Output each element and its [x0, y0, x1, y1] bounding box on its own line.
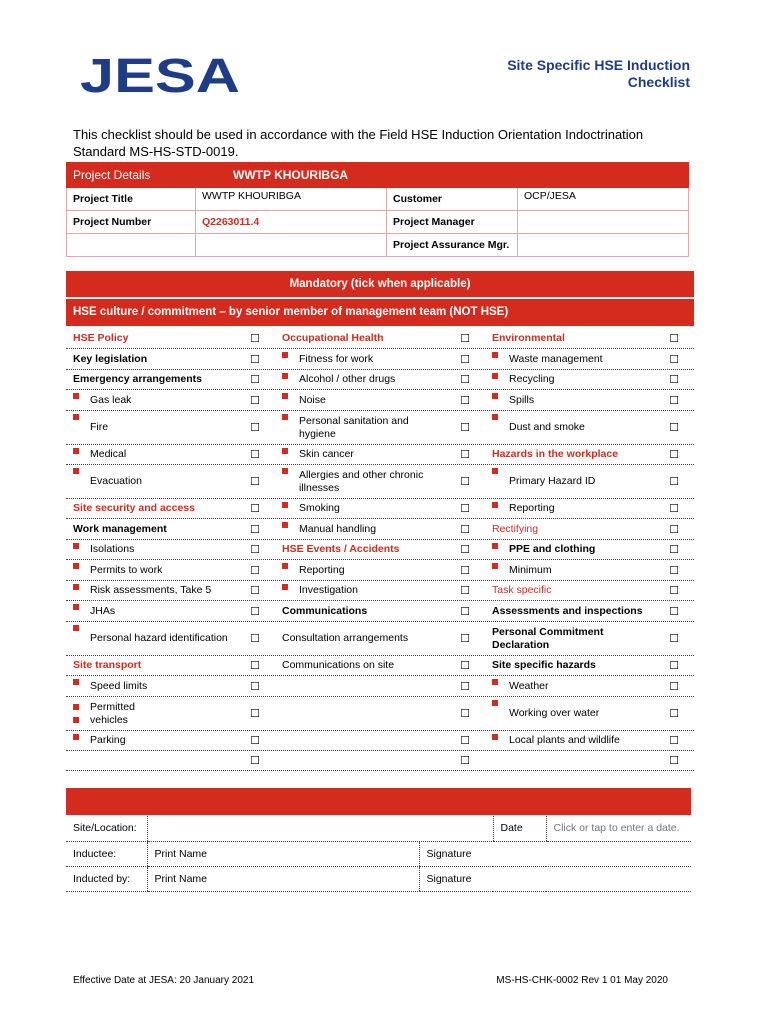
date-picker-field[interactable]: Click or tap to enter a date.	[546, 816, 691, 841]
checklist-item	[485, 519, 654, 539]
checklist-item-label: Local plants and wildlife	[509, 734, 620, 746]
checklist-item	[275, 560, 445, 580]
checklist-item	[485, 751, 654, 770]
checkbox[interactable]: ☐	[250, 449, 260, 461]
intro-text: This checklist should be used in accordance with the Field HSE Induction Orientation Indoctrination Standard MS-HS-STD-0019.	[73, 127, 644, 159]
checklist-item-label: Primary Hazard ID	[509, 475, 596, 487]
checkbox[interactable]: ☐	[669, 660, 679, 672]
checklist-item	[275, 411, 445, 444]
checklist-item	[66, 465, 235, 498]
footer-effective-date: Effective Date at JESA: 20 January 2021	[73, 975, 255, 986]
checkbox[interactable]: ☐	[460, 633, 470, 645]
project-assurance-label: Project Assurance Mgr.	[387, 234, 518, 257]
checklist-item-label: Alcohol / other drugs	[299, 373, 396, 385]
project-details-value: WWTP KHOURIBGA	[196, 163, 689, 188]
site-location-label: Site/Location:	[66, 816, 147, 841]
checklist-row	[66, 540, 694, 560]
bullet-icon	[73, 717, 79, 723]
inducted-by-print-name[interactable]: Print Name	[147, 866, 419, 891]
checklist-item-label: Gas leak	[90, 393, 132, 406]
bullet-icon	[73, 584, 79, 590]
checklist-row	[66, 390, 694, 411]
checklist-item-label: Consultation arrangements	[282, 632, 409, 644]
empty-cell	[67, 234, 196, 257]
checkbox[interactable]: ☐	[250, 476, 260, 488]
checkbox[interactable]: ☐	[460, 544, 470, 556]
checklist-item-label: Emergency arrangements	[73, 373, 202, 385]
checklist-item	[275, 676, 445, 696]
bullet-icon	[282, 352, 288, 358]
project-title-label: Project Title	[67, 188, 196, 211]
checklist-row	[66, 445, 694, 465]
checklist-item-label: Recycling	[509, 373, 555, 385]
checklist-item-label: Minimum	[509, 563, 552, 576]
checklist-item-label: Manual handling	[299, 522, 377, 535]
inductee-signature[interactable]: Signature	[419, 841, 691, 866]
checklist-item	[275, 731, 445, 750]
checklist-item	[66, 581, 235, 600]
checkbox[interactable]: ☐	[460, 660, 470, 672]
checklist-item-label: Investigation	[299, 584, 358, 596]
checklist-item	[66, 560, 235, 580]
checklist-row	[66, 370, 694, 390]
checklist-row	[66, 411, 694, 445]
checklist-item-label: Hazards in the workplace	[492, 448, 619, 460]
checklist-item	[66, 329, 235, 348]
customer-value[interactable]: OCP/JESA	[518, 188, 689, 211]
bullet-icon	[73, 543, 79, 549]
checklist-item-label: Working over water	[509, 707, 600, 719]
project-assurance-value[interactable]	[518, 234, 689, 257]
checkbox[interactable]: ☐	[460, 503, 470, 515]
checklist-item	[485, 676, 654, 696]
checklist-row	[66, 465, 694, 499]
bullet-icon	[282, 522, 288, 528]
footer-document-code: MS-HS-CHK-0002 Rev 1 01 May 2020	[496, 975, 668, 986]
checkbox[interactable]: ☐	[669, 503, 679, 515]
jesa-logo	[80, 54, 242, 94]
bullet-icon	[492, 543, 498, 549]
checkbox[interactable]: ☐	[460, 476, 470, 488]
bullet-icon	[492, 700, 498, 706]
signoff-table	[66, 816, 691, 892]
checkbox[interactable]: ☐	[250, 708, 260, 720]
checkbox[interactable]: ☐	[460, 422, 470, 434]
checklist-item	[66, 751, 235, 770]
checkbox[interactable]: ☐	[669, 564, 679, 577]
title-line-1: Site Specific HSE Induction	[507, 57, 690, 73]
checklist-row	[66, 676, 694, 697]
checklist-item-label: Site specific hazards	[492, 659, 596, 671]
checkbox[interactable]: ☐	[460, 735, 470, 747]
checkbox[interactable]: ☐	[460, 755, 470, 767]
checklist-item	[275, 622, 445, 655]
checklist-item-label: Rectifying	[492, 522, 539, 535]
date-label: Date	[493, 816, 546, 841]
checklist-row	[66, 581, 694, 601]
project-number-label: Project Number	[67, 211, 196, 234]
bullet-icon	[282, 393, 288, 399]
checklist-item-label: Speed limits	[90, 679, 148, 692]
bullet-icon	[492, 352, 498, 358]
checkbox[interactable]: ☐	[669, 680, 679, 693]
checklist-item	[66, 370, 235, 389]
checklist-item	[66, 499, 235, 518]
checkbox[interactable]: ☐	[669, 735, 679, 747]
checkbox[interactable]: ☐	[460, 708, 470, 720]
checklist-item	[66, 601, 235, 621]
checklist-item-label: Communications	[282, 604, 368, 617]
bullet-icon	[492, 502, 498, 508]
checkbox[interactable]: ☐	[460, 523, 470, 536]
checklist-row	[66, 499, 694, 519]
checklist-item-label: Fitness for work	[299, 352, 374, 365]
checklist-item-label: Occupational Health	[282, 332, 384, 344]
checkbox[interactable]: ☐	[460, 605, 470, 618]
checklist-item-label: HSE Policy	[73, 332, 129, 344]
checklist-item-label: Environmental	[492, 332, 565, 344]
checkbox[interactable]: ☐	[669, 605, 679, 618]
checkbox[interactable]: ☐	[250, 755, 260, 767]
checklist-item-label: Task specific	[492, 584, 552, 596]
checklist-item-label: Personal Commitment Declaration	[492, 625, 604, 651]
project-manager-value[interactable]	[518, 211, 689, 234]
checkbox[interactable]: ☐	[669, 476, 679, 488]
bullet-icon	[492, 468, 498, 474]
checklist-item	[485, 445, 654, 464]
checklist-item	[485, 731, 654, 750]
mandatory-band: Mandatory (tick when applicable)	[66, 271, 694, 297]
checklist-item-label: Medical	[90, 448, 127, 460]
checklist-item	[66, 445, 235, 464]
checklist-item-label: Weather	[509, 679, 549, 692]
customer-label: Customer	[387, 188, 518, 211]
bullet-icon	[73, 414, 79, 420]
title-line-2: Checklist	[627, 74, 690, 90]
checkbox[interactable]: ☐	[669, 374, 679, 386]
checklist-row	[66, 329, 694, 349]
checklist-item	[485, 390, 654, 410]
bullet-icon	[282, 448, 288, 454]
checklist-item	[66, 731, 235, 750]
checkbox[interactable]: ☐	[250, 585, 260, 597]
checklist-item	[66, 622, 235, 655]
checklist-item-label: Spills	[509, 393, 535, 406]
bullet-icon	[73, 468, 79, 474]
checklist-item-label: Personal sanitation and hygiene	[299, 414, 409, 440]
inducted-by-label: Inducted by:	[66, 866, 147, 891]
checklist-row	[66, 656, 694, 676]
checklist-item-label: Risk assessments, Take 5	[90, 584, 212, 596]
checklist-item	[485, 349, 654, 369]
checklist-item	[66, 676, 235, 696]
checklist-item-label: Noise	[299, 393, 326, 406]
inducted-by-signature[interactable]: Signature	[419, 866, 691, 891]
checklist-row	[66, 519, 694, 540]
checkbox[interactable]: ☐	[250, 422, 260, 434]
site-location-field[interactable]	[147, 816, 493, 841]
checkbox[interactable]: ☐	[669, 585, 679, 597]
checkbox[interactable]: ☐	[460, 585, 470, 597]
checklist-item-label: HSE Events / Accidents	[282, 543, 400, 555]
checklist-item	[485, 465, 654, 498]
checkbox[interactable]: ☐	[250, 503, 260, 515]
document-title	[430, 57, 690, 91]
checklist-item	[275, 499, 445, 518]
checkbox[interactable]: ☐	[250, 564, 260, 577]
checklist-item-label: Waste management	[509, 352, 603, 365]
checklist-item	[485, 656, 654, 675]
checklist-item	[485, 411, 654, 444]
checkbox[interactable]: ☐	[460, 374, 470, 386]
checklist-row	[66, 349, 694, 370]
checklist-item	[275, 370, 445, 389]
checklist-item	[275, 390, 445, 410]
checkbox[interactable]: ☐	[669, 422, 679, 434]
checklist-item-label: Skin cancer	[299, 448, 354, 460]
bullet-icon	[73, 704, 79, 710]
bullet-icon	[282, 563, 288, 569]
checklist-item	[66, 519, 235, 539]
checklist-item-label: Work management	[73, 522, 167, 535]
checklist-row	[66, 751, 694, 771]
checkbox[interactable]: ☐	[460, 333, 470, 345]
checklist-item-label: Fire	[90, 421, 109, 433]
checklist-row	[66, 622, 694, 656]
bullet-icon	[73, 604, 79, 610]
checklist-item	[275, 349, 445, 369]
checklist-item	[275, 581, 445, 600]
bullet-icon	[282, 502, 288, 508]
inductee-label: Inductee:	[66, 841, 147, 866]
logo-text: JESA	[80, 54, 240, 94]
culture-band: HSE culture / commitment – by senior member of management team (NOT HSE)	[66, 299, 694, 326]
checklist-item-label: Assessments and inspections	[492, 604, 643, 617]
signoff-header-bar	[66, 788, 691, 815]
checklist-item	[275, 697, 445, 730]
checkbox[interactable]: ☐	[250, 374, 260, 386]
checkbox[interactable]: ☐	[250, 660, 260, 672]
project-number-value[interactable]: Q2263011.4	[196, 211, 387, 234]
checklist-item-label: Reporting	[299, 563, 345, 576]
checkbox[interactable]: ☐	[669, 353, 679, 366]
project-title-value[interactable]: WWTP KHOURIBGA	[196, 188, 387, 211]
checkbox[interactable]: ☐	[250, 735, 260, 747]
project-manager-label: Project Manager	[387, 211, 518, 234]
checklist-item	[485, 540, 654, 559]
checklist-row	[66, 560, 694, 581]
inductee-print-name[interactable]: Print Name	[147, 841, 419, 866]
checklist-item-label: Evacuation	[90, 475, 142, 487]
checklist-item	[66, 697, 235, 730]
bullet-icon	[492, 393, 498, 399]
checklist-item-label: Parking	[90, 734, 126, 746]
checklist-item-label: Site security and access	[73, 502, 195, 514]
bullet-icon	[73, 563, 79, 569]
checklist-item	[485, 601, 654, 621]
checklist-item-label: Communications on site	[282, 659, 395, 671]
checklist-item	[275, 445, 445, 464]
checkbox[interactable]: ☐	[250, 633, 260, 645]
checklist-item	[275, 601, 445, 621]
checkbox[interactable]: ☐	[669, 523, 679, 536]
checklist-item-label: Dust and smoke	[509, 421, 585, 433]
checkbox[interactable]: ☐	[669, 394, 679, 407]
checklist-item-label: Site transport	[73, 659, 142, 671]
checklist-item	[66, 390, 235, 410]
bullet-icon	[73, 734, 79, 740]
checklist-item	[485, 370, 654, 389]
checklist-item	[275, 465, 445, 498]
checklist-item-label: Smoking	[299, 502, 340, 514]
checklist-item	[275, 656, 445, 675]
checklist-item	[66, 349, 235, 369]
checkbox[interactable]: ☐	[669, 633, 679, 645]
checklist-item	[485, 581, 654, 600]
bullet-icon	[282, 468, 288, 474]
checklist-item	[66, 656, 235, 675]
checkbox[interactable]: ☐	[460, 394, 470, 407]
bullet-icon	[492, 563, 498, 569]
checkbox[interactable]: ☐	[250, 544, 260, 556]
checkbox[interactable]: ☐	[669, 333, 679, 345]
bullet-icon	[282, 584, 288, 590]
checklist-item-label: JHAs	[90, 604, 116, 617]
checkbox[interactable]: ☐	[460, 449, 470, 461]
checklist-item	[275, 519, 445, 539]
checklist-item	[275, 751, 445, 770]
checkbox[interactable]: ☐	[250, 523, 260, 536]
checkbox[interactable]: ☐	[460, 353, 470, 366]
checklist-item	[485, 499, 654, 518]
checklist-item-label: PPE and clothing	[509, 543, 596, 555]
checkbox[interactable]: ☐	[250, 605, 260, 618]
checklist-item	[485, 622, 654, 655]
bullet-icon	[73, 625, 79, 631]
checkbox[interactable]: ☐	[460, 564, 470, 577]
checklist-item	[485, 697, 654, 730]
checklist-item	[66, 540, 235, 559]
checkbox[interactable]: ☐	[669, 708, 679, 720]
checkbox[interactable]: ☐	[250, 680, 260, 693]
checkbox[interactable]: ☐	[669, 755, 679, 767]
bullet-icon	[282, 373, 288, 379]
checklist-row	[66, 697, 694, 731]
checkbox[interactable]: ☐	[669, 449, 679, 461]
checklist-item	[485, 329, 654, 348]
checklist-item-label: Isolations	[90, 543, 135, 555]
checkbox[interactable]: ☐	[250, 333, 260, 345]
bullet-icon	[73, 679, 79, 685]
checklist-item	[275, 329, 445, 348]
checklist-item-label: Permits to work	[90, 563, 163, 576]
empty-cell[interactable]	[196, 234, 387, 257]
checkbox[interactable]: ☐	[669, 544, 679, 556]
bullet-icon	[492, 414, 498, 420]
checkbox[interactable]: ☐	[460, 680, 470, 693]
checklist-item-label: Personal hazard identification	[90, 632, 228, 644]
bullet-icon	[73, 393, 79, 399]
checklist-item-label: Permitted vehicles	[90, 700, 135, 726]
bullet-icon	[492, 373, 498, 379]
checkbox[interactable]: ☐	[250, 394, 260, 407]
project-details-table	[66, 162, 689, 257]
bullet-icon	[73, 448, 79, 454]
checkbox[interactable]: ☐	[250, 353, 260, 366]
checklist-item	[485, 560, 654, 580]
checklist-item	[66, 411, 235, 444]
bullet-icon	[492, 679, 498, 685]
checklist-grid	[66, 329, 694, 771]
checklist-item-label: Reporting	[509, 502, 555, 514]
checklist-item-label: Key legislation	[73, 352, 148, 365]
bullet-icon	[282, 414, 288, 420]
checklist-row	[66, 601, 694, 622]
checklist-item	[275, 540, 445, 559]
project-details-label: Project Details	[67, 163, 196, 188]
bullet-icon	[492, 734, 498, 740]
checklist-item-label: Allergies and other chronic illnesses	[299, 468, 424, 494]
checklist-row	[66, 731, 694, 751]
